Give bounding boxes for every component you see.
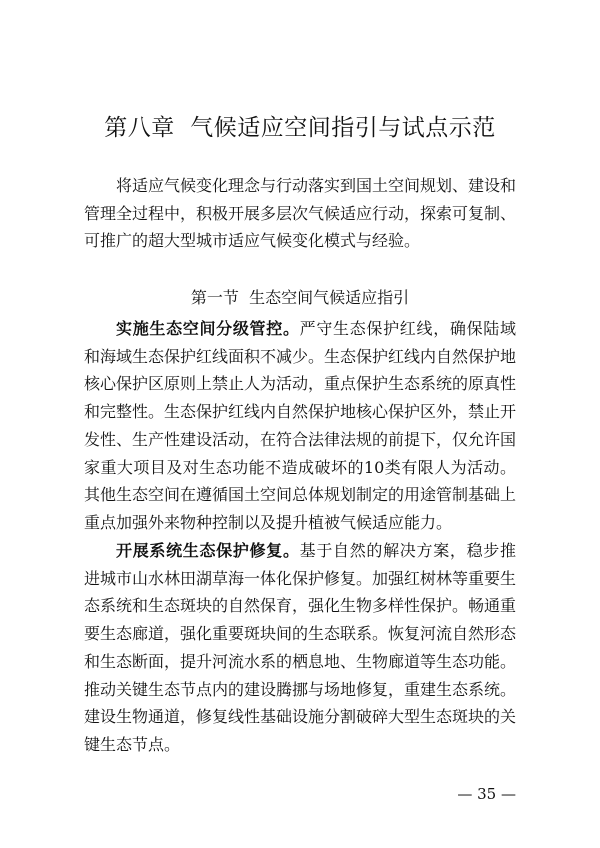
intro-paragraph: 将适应气候变化理念与行动落实到国土空间规划、建设和管理全过程中，积极开展多层次气候适应行动，探索可复制、可推广的超大型城市适应气候变化模式与经验。 (84, 176, 517, 251)
paragraph-body-text: 严守生态保护红线，确保陆域和海域生态保护红线面积不减少。生态保护红线内自然保护地核心保护区原则上禁止人为活动，重点保护生态系统的原真性和完整性。生态保护红线内自然保护地核心保护区外，禁止开发性、生产性建设活动，在符合法律法规的前提下，仅允许国家重大项目及对生态功能不造成破坏的10类有限人为活动。其他生态空间在遵循国土空间总体规划制定的用途管制基础上重点加强外来物种控制以及提升植被气候适应能力。 (84, 319, 517, 532)
section-title: 第一节 生态空间气候适应指引 (190, 288, 410, 307)
chapter-title: 第八章 气候适应空间指引与试点示范 (104, 115, 496, 141)
paragraph-body-text: 基于自然的解决方案，稳步推进城市山水林田湖草海一体化保护修复。加强红树林等重要生态系统和生态斑块的自然保育，强化生物多样性保护。畅通重要生态廊道，强化重要斑块间的生态联系。恢复河流自然形态和生态断面，提升河流水系的栖息地、生物廊道等生态功能。推动关键生态节点内的建设腾挪与场地修复，重建生态系统。建设生物通道，修复线性基础设施分割破碎大型生态斑块的关键生态节点。 (84, 541, 517, 754)
paragraph-lead-heading: 实施生态空间分级管控。 (116, 319, 300, 338)
body-paragraph (84, 315, 516, 537)
body-paragraph (84, 537, 516, 759)
paragraph-lead-heading: 开展系统生态保护修复。 (116, 541, 300, 560)
page-number: — 35 — (457, 785, 516, 803)
